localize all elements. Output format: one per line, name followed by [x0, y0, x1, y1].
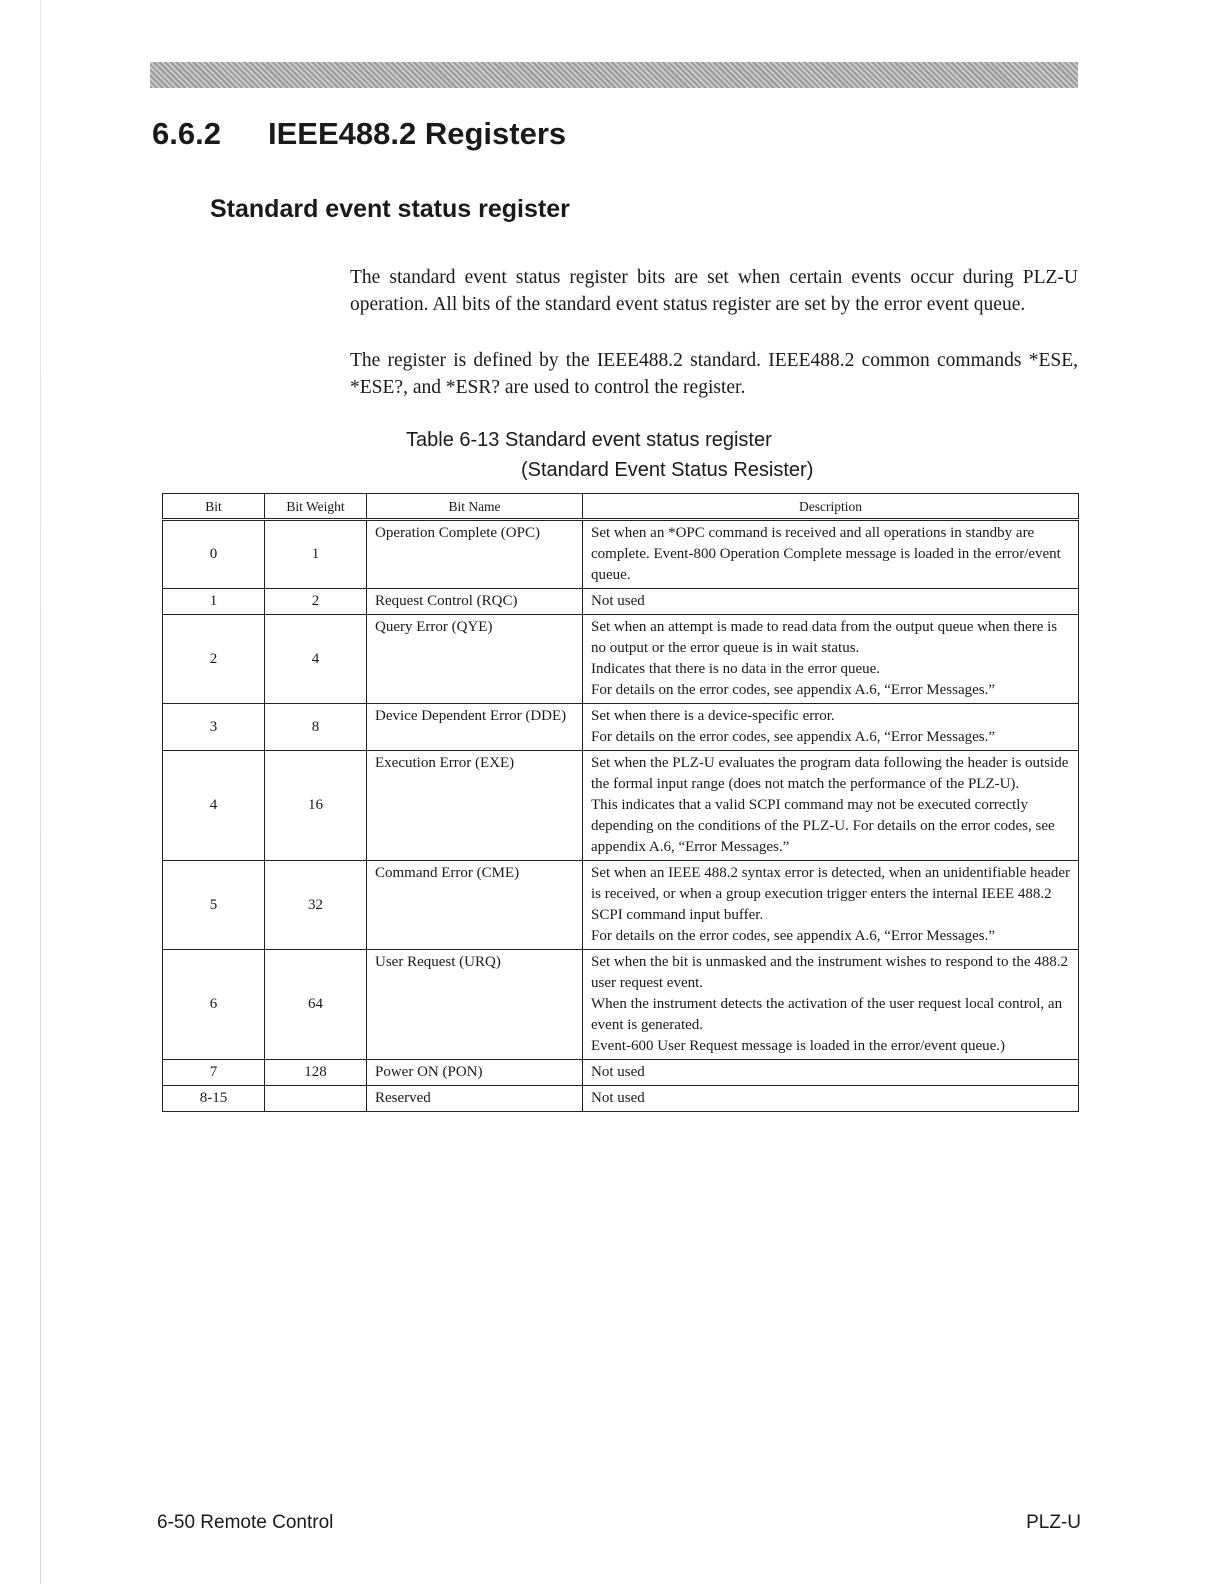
table-row — [163, 520, 1079, 589]
description-line: Set when an *OPC command is received and all operations in standby are complete. Event-800 Operation Complete message is loaded in the error/event queue. — [591, 525, 1061, 583]
cell-description — [583, 1060, 1079, 1086]
cell-description — [583, 1086, 1079, 1112]
description-line: Not used — [591, 1064, 645, 1080]
cell-bit-name: Execution Error (EXE) — [367, 751, 583, 861]
description-line: Set when there is a device-specific error. — [591, 708, 835, 724]
cell-description — [583, 861, 1079, 950]
description-line: For details on the error codes, see appendix A.6, “Error Messages.” — [591, 729, 996, 745]
table-header-row — [163, 494, 1079, 520]
table-row — [163, 950, 1079, 1060]
cell-bit: 6 — [163, 950, 265, 1060]
paragraph-definition: The register is defined by the IEEE488.2 standard. IEEE488.2 common commands *ESE, *ESE?, and *ESR? are used to control the register. — [350, 350, 1078, 398]
cell-bit-name: Operation Complete (OPC) — [367, 520, 583, 589]
cell-bit-name: Reserved — [367, 1086, 583, 1112]
cell-description — [583, 589, 1079, 615]
table-row — [163, 589, 1079, 615]
table-row — [163, 1086, 1079, 1112]
description-line: Not used — [591, 1090, 645, 1106]
cell-bit-name: Command Error (CME) — [367, 861, 583, 950]
cell-bit-weight: 64 — [265, 950, 367, 1060]
cell-bit-weight: 128 — [265, 1060, 367, 1086]
description-line: When the instrument detects the activation of the user request local control, an event is generated. — [591, 996, 1063, 1033]
cell-bit: 1 — [163, 589, 265, 615]
cell-bit-name: User Request (URQ) — [367, 950, 583, 1060]
cell-bit-weight: 32 — [265, 861, 367, 950]
cell-bit: 7 — [163, 1060, 265, 1086]
cell-bit: 0 — [163, 520, 265, 589]
cell-description — [583, 520, 1079, 589]
cell-bit-weight — [265, 1086, 367, 1112]
cell-bit-name: Device Dependent Error (DDE) — [367, 704, 583, 751]
cell-bit: 8-15 — [163, 1086, 265, 1112]
cell-bit-name: Query Error (QYE) — [367, 615, 583, 704]
section-title-text: IEEE488.2 Registers — [268, 116, 567, 151]
section-number: 6.6.2 — [152, 116, 221, 151]
cell-bit: 5 — [163, 861, 265, 950]
table-row — [163, 1060, 1079, 1086]
cell-description — [583, 615, 1079, 704]
header-description: Description — [583, 494, 1079, 520]
description-line: Set when an attempt is made to read data from the output queue when there is no output or the error queue is in wait status. — [591, 619, 1058, 656]
table-caption-line1: Table 6-13 Standard event status register — [406, 429, 772, 451]
description-line: Set when the bit is unmasked and the instrument wishes to respond to the 488.2 user request event. — [591, 954, 1069, 991]
header-bit: Bit — [163, 494, 265, 520]
description-line: Set when the PLZ-U evaluates the program data following the header is outside the formal input range (does not match the performance of the PLZ-U). — [591, 755, 1069, 792]
footer-product: PLZ-U — [1026, 1512, 1081, 1533]
description-line: This indicates that a valid SCPI command may not be executed correctly depending on the conditions of the PLZ-U. For details on the error codes, see appendix A.6, “Error Messages.” — [591, 797, 1055, 855]
cell-description — [583, 950, 1079, 1060]
table-caption-line2: (Standard Event Status Resister) — [521, 459, 814, 481]
table-row — [163, 861, 1079, 950]
cell-bit-weight: 8 — [265, 704, 367, 751]
cell-bit: 2 — [163, 615, 265, 704]
cell-bit-weight: 4 — [265, 615, 367, 704]
paragraph-intro: The standard event status register bits are set when certain events occur during PLZ-U operation. All bits of the standard event status register are set by the error event queue. — [350, 267, 1078, 315]
cell-description — [583, 704, 1079, 751]
scan-margin-line — [40, 0, 41, 1584]
cell-bit: 3 — [163, 704, 265, 751]
cell-bit-name: Request Control (RQC) — [367, 589, 583, 615]
cell-bit: 4 — [163, 751, 265, 861]
description-line: For details on the error codes, see appendix A.6, “Error Messages.” — [591, 682, 996, 698]
cell-description — [583, 751, 1079, 861]
table-row — [163, 615, 1079, 704]
description-line: Set when an IEEE 488.2 syntax error is detected, when an unidentifiable header is received, or when a group execution trigger enters the internal IEEE 488.2 SCPI command input buffer. — [591, 865, 1070, 923]
cell-bit-weight: 16 — [265, 751, 367, 861]
description-line: Not used — [591, 593, 645, 609]
cell-bit-weight: 1 — [265, 520, 367, 589]
header-bit-name: Bit Name — [367, 494, 583, 520]
table-caption — [406, 425, 906, 485]
cell-bit-name: Power ON (PON) — [367, 1060, 583, 1086]
footer-page-label: 6-50 Remote Control — [157, 1512, 334, 1533]
description-line: For details on the error codes, see appendix A.6, “Error Messages.” — [591, 928, 996, 944]
section-title — [152, 116, 566, 152]
subsection-title: Standard event status register — [210, 195, 570, 223]
header-bit-weight: Bit Weight — [265, 494, 367, 520]
table-row — [163, 704, 1079, 751]
table-row — [163, 751, 1079, 861]
header-bar — [150, 62, 1078, 88]
cell-bit-weight: 2 — [265, 589, 367, 615]
description-line: Indicates that there is no data in the error queue. — [591, 661, 881, 677]
event-status-table — [162, 493, 1079, 1112]
description-line: Event-600 User Request message is loaded in the error/event queue.) — [591, 1038, 1006, 1054]
